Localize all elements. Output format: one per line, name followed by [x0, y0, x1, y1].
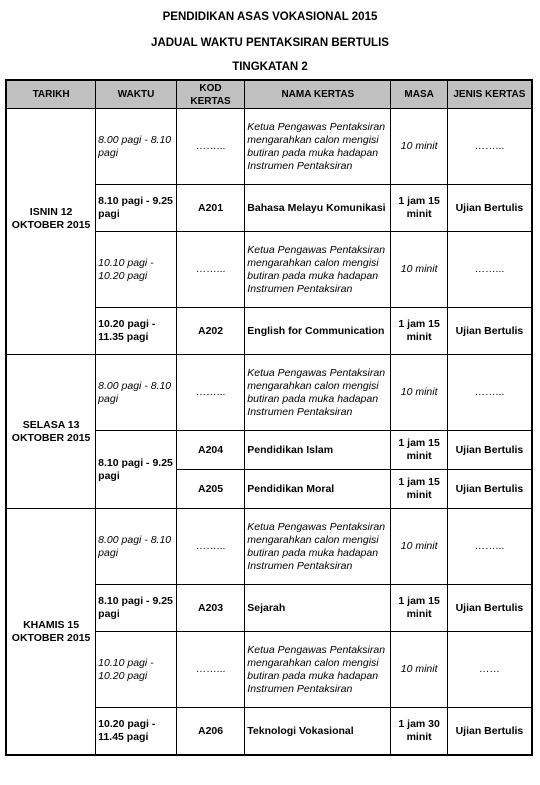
duration-cell: 1 jam 15 minit	[391, 431, 447, 470]
paper-name-cell: Bahasa Melayu Komunikasi	[245, 185, 391, 232]
column-header-nama-kertas: NAMA KERTAS	[245, 80, 391, 109]
date-cell: KHAMIS 15 OKTOBER 2015	[6, 509, 96, 756]
duration-cell: 1 jam 15 minit	[391, 470, 447, 509]
paper-type-cell: ……	[447, 632, 532, 708]
time-cell: 10.20 pagi - 11.45 pagi	[96, 708, 177, 756]
paper-name-cell: English for Communication	[245, 308, 391, 355]
duration-cell: 10 minit	[391, 632, 447, 708]
table-row	[6, 355, 532, 431]
paper-name-cell: Ketua Pengawas Pentaksiran mengarahkan calon mengisi butiran pada muka hadapan Instrumen Pentaksiran	[245, 232, 391, 308]
table-row	[6, 509, 532, 585]
document-subtitle: JADUAL WAKTU PENTAKSIRAN BERTULIS	[151, 37, 389, 49]
duration-cell: 1 jam 15 minit	[391, 585, 447, 632]
duration-cell: 10 minit	[391, 109, 447, 185]
table-row	[6, 232, 532, 308]
paper-code-cell: A203	[176, 585, 245, 632]
exam-timetable	[5, 79, 533, 756]
document-title: PENDIDIKAN ASAS VOKASIONAL 2015	[162, 11, 378, 23]
paper-code-cell: A205	[176, 470, 245, 509]
paper-name-cell: Ketua Pengawas Pentaksiran mengarahkan calon mengisi butiran pada muka hadapan Instrumen Pentaksiran	[245, 632, 391, 708]
paper-name-cell: Pendidikan Moral	[245, 470, 391, 509]
paper-type-cell: Ujian Bertulis	[447, 185, 532, 232]
paper-code-cell: A202	[176, 308, 245, 355]
time-cell: 8.10 pagi - 9.25 pagi	[96, 585, 177, 632]
paper-code-cell: A201	[176, 185, 245, 232]
date-cell: ISNIN 12 OKTOBER 2015	[6, 109, 96, 232]
column-header-jenis-kertas: JENIS KERTAS	[447, 80, 532, 109]
paper-type-cell: ……...	[447, 232, 532, 308]
paper-code-cell: ……...	[176, 232, 245, 308]
paper-name-cell: Ketua Pengawas Pentaksiran mengarahkan calon mengisi butiran pada muka hadapan Instrumen Pentaksiran	[245, 355, 391, 431]
duration-cell: 10 minit	[391, 509, 447, 585]
time-cell: 8.00 pagi - 8.10 pagi	[96, 355, 177, 431]
paper-name-cell: Sejarah	[245, 585, 391, 632]
time-cell: 8.10 pagi - 9.25 pagi	[96, 185, 177, 232]
document-form-level: TINGKATAN 2	[232, 61, 308, 73]
paper-name-cell: Pendidikan Islam	[245, 431, 391, 470]
paper-code-cell: A204	[176, 431, 245, 470]
column-header-masa: MASA	[391, 80, 447, 109]
paper-code-cell: ……...	[176, 509, 245, 585]
paper-type-cell: Ujian Bertulis	[447, 585, 532, 632]
paper-type-cell: Ujian Bertulis	[447, 431, 532, 470]
paper-type-cell: Ujian Bertulis	[447, 470, 532, 509]
column-header-waktu: WAKTU	[96, 80, 177, 109]
paper-type-cell: ……...	[447, 509, 532, 585]
column-header-tarikh: TARIKH	[6, 80, 96, 109]
date-cell-continued	[6, 232, 96, 355]
date-cell: SELASA 13 OKTOBER 2015	[6, 355, 96, 509]
paper-code-cell: ……...	[176, 355, 245, 431]
paper-type-cell: ……...	[447, 355, 532, 431]
paper-type-cell: ……...	[447, 109, 532, 185]
table-header-row	[6, 80, 532, 109]
paper-code-cell: A206	[176, 708, 245, 756]
duration-cell: 1 jam 15 minit	[391, 308, 447, 355]
time-cell: 10.10 pagi - 10.20 pagi	[96, 232, 177, 308]
duration-cell: 1 jam 15 minit	[391, 185, 447, 232]
time-cell: 10.20 pagi - 11.35 pagi	[96, 308, 177, 355]
table-row	[6, 109, 532, 185]
duration-cell: 1 jam 30 minit	[391, 708, 447, 756]
time-cell: 8.00 pagi - 8.10 pagi	[96, 109, 177, 185]
column-header-kod-kertas: KOD KERTAS	[176, 80, 245, 109]
paper-code-cell: ……...	[176, 632, 245, 708]
paper-type-cell: Ujian Bertulis	[447, 308, 532, 355]
paper-name-cell: Teknologi Vokasional	[245, 708, 391, 756]
time-cell: 10.10 pagi - 10.20 pagi	[96, 632, 177, 708]
paper-name-cell: Ketua Pengawas Pentaksiran mengarahkan calon mengisi butiran pada muka hadapan Instrumen Pentaksiran	[245, 109, 391, 185]
time-cell: 8.00 pagi - 8.10 pagi	[96, 509, 177, 585]
duration-cell: 10 minit	[391, 232, 447, 308]
paper-type-cell: Ujian Bertulis	[447, 708, 532, 756]
duration-cell: 10 minit	[391, 355, 447, 431]
time-cell: 8.10 pagi - 9.25 pagi	[96, 431, 177, 509]
paper-name-cell: Ketua Pengawas Pentaksiran mengarahkan calon mengisi butiran pada muka hadapan Instrumen Pentaksiran	[245, 509, 391, 585]
paper-code-cell: ……...	[176, 109, 245, 185]
